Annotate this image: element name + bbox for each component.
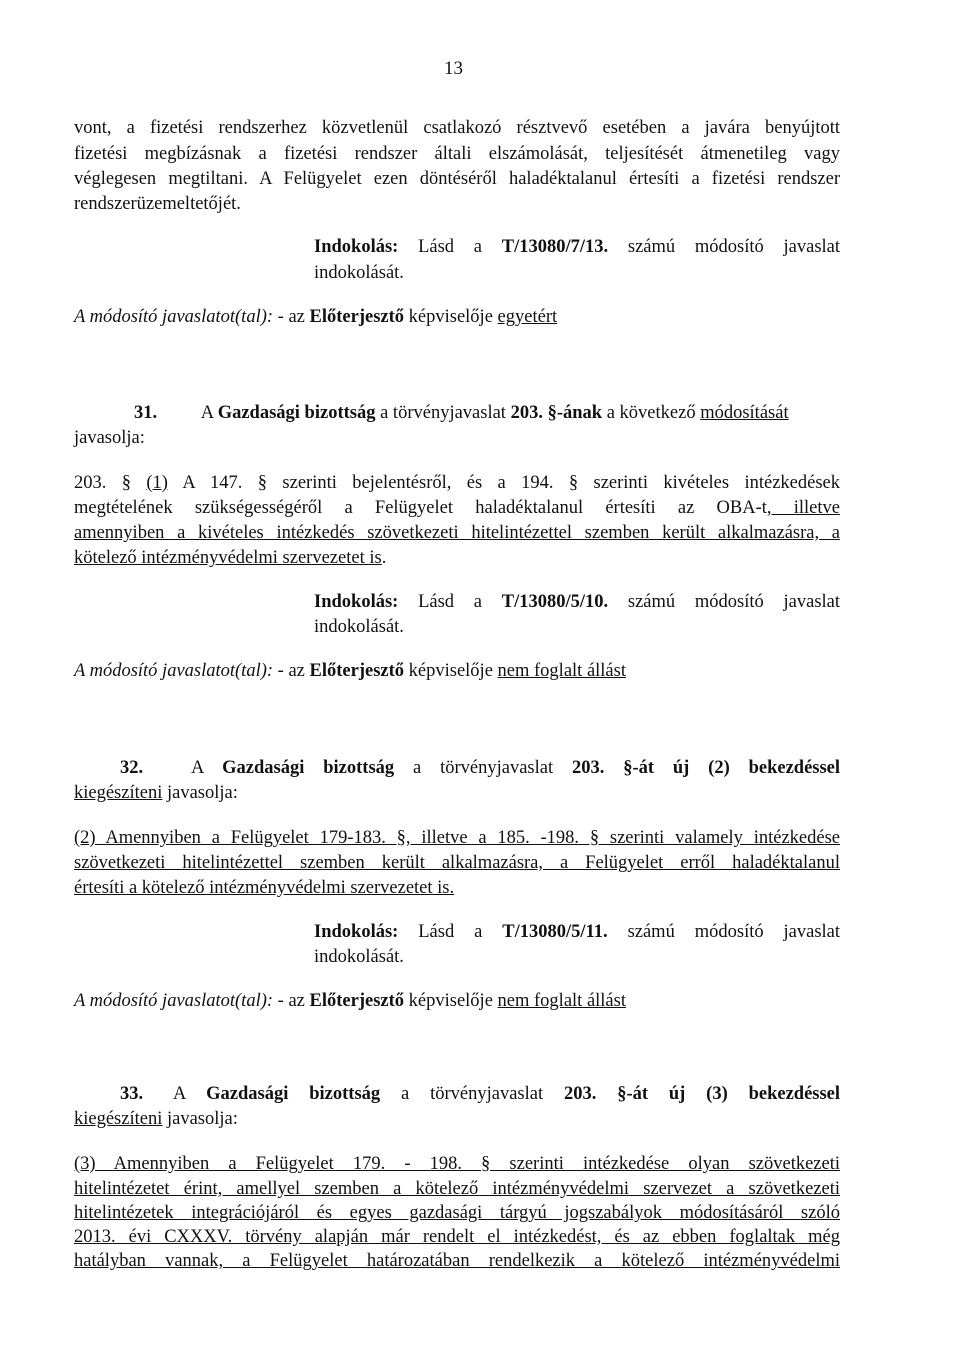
reasoning-text: Lásd a: [418, 922, 483, 942]
reasoning-text: Lásd a: [418, 237, 482, 257]
body-line: hitelintézetek integrációjáról és egyes gazdasági tárgyú jogszabályok módosításáról szóló: [74, 1203, 840, 1223]
item-header-line2: [74, 782, 840, 804]
proposer-label: A módosító javaslatot(tal):: [74, 991, 274, 1011]
intro-line: rendszerüzemeltetőjét.: [74, 194, 241, 214]
section-suffix: §-ának: [547, 403, 603, 423]
reasoning-line: [314, 591, 840, 613]
proposer-text: - az: [277, 307, 305, 327]
section-number: 203.: [563, 1084, 597, 1104]
reasoning-label: Indokolás:: [314, 922, 399, 942]
reasoning-line: [314, 921, 840, 943]
body-line: értesíti a kötelező intézményvédelmi szervezetet is.: [74, 878, 455, 898]
committee-name: Gazdasági bizottság: [222, 758, 395, 778]
body-text-underlined: kötelező intézményvédelmi szervezetet is: [74, 548, 382, 568]
committee-name: Gazdasági bizottság: [206, 1084, 381, 1104]
proposer-label: A módosító javaslatot(tal):: [74, 307, 274, 327]
body-text: megtételének szükségességéről a Felügyelet haladéktalanul értesíti az OBA-t: [74, 498, 767, 518]
intro-line: fizetési megbízásnak a fizetési rendszer általi elszámolását, teljesítését átmenetileg vagy: [74, 144, 840, 164]
item-text: javasolja:: [166, 1109, 238, 1129]
item-text: a törvényjavaslat: [413, 758, 554, 778]
body-text-underlined: (1): [146, 473, 168, 493]
body-line: [74, 522, 840, 544]
item-action: kiegészíteni: [74, 1109, 163, 1129]
committee-name: Gazdasági bizottság: [217, 403, 376, 423]
reasoning-line2: indokolását.: [314, 947, 404, 967]
reasoning-ref: T/13080/7/13.: [501, 237, 609, 257]
item-header: [74, 402, 840, 424]
body-text: A 147. § szerinti bejelentésről, és a 194. § szerinti kivételes intézkedések: [167, 473, 841, 493]
item-text: a törvényjavaslat: [380, 403, 506, 423]
proposer-label: A módosító javaslatot(tal):: [74, 661, 274, 681]
reasoning-line2: indokolását.: [314, 617, 404, 637]
body-line: hatályban vannak, a Felügyelet határozatában rendelkezik a kötelező intézményvédelmi: [74, 1251, 840, 1271]
reasoning-ref: T/13080/5/11.: [502, 922, 608, 942]
proposer-line: [74, 660, 840, 682]
body-text-underlined: , illetve: [766, 498, 840, 518]
intro-line: vont, a fizetési rendszerhez közvetlenül csatlakozó résztvevő esetében a javára benyújtott: [74, 118, 840, 138]
section-suffix: §-át új (3) bekezdéssel: [617, 1084, 841, 1104]
body-line: [74, 547, 840, 569]
reasoning-line: [314, 236, 840, 258]
item-text: a következő: [606, 403, 696, 423]
item-text: A: [172, 1084, 186, 1104]
body-text: .: [381, 548, 387, 568]
item-number: 31.: [134, 403, 158, 423]
reasoning-ref: T/13080/5/10.: [501, 592, 609, 612]
body-line: (2) Amennyiben a Felügyelet 179-183. §, illetve a 185. -198. § szerinti valamely intézkedése: [74, 828, 840, 848]
section-suffix: §-át új (2) bekezdéssel: [623, 758, 841, 778]
proposer-position: nem foglalt állást: [497, 661, 626, 681]
proposer-position: nem foglalt állást: [497, 991, 626, 1011]
proposer-text: képviselője: [408, 661, 493, 681]
proposer-text: képviselője: [408, 991, 493, 1011]
item-text: A: [190, 758, 204, 778]
reasoning-text: Lásd a: [418, 592, 482, 612]
body-text: 203. §: [74, 473, 147, 493]
body-text-underlined: amennyiben a kivételes intézkedés szövetkezeti hitelintézettel szemben került alkalmazásra, a: [74, 523, 840, 543]
reasoning-text: számú módosító javaslat: [627, 592, 841, 612]
reasoning-text: számú módosító javaslat: [627, 237, 841, 257]
proposer-role: Előterjesztő: [309, 307, 405, 327]
item-text: A: [200, 403, 214, 423]
intro-line: véglegesen megtiltani. A Felügyelet ezen döntéséről haladéktalanul értesíti a fizetési rendszer: [74, 169, 840, 189]
item-number: 33.: [120, 1084, 144, 1104]
proposer-position: egyetért: [497, 307, 558, 327]
body-line: hitelintézetet érint, amellyel szemben a kötelező intézményvédelmi szervezet a szövetkezeti: [74, 1179, 840, 1199]
item-header-line2: [74, 1108, 840, 1130]
reasoning-line2: indokolását.: [314, 263, 404, 283]
section-number: 203.: [510, 403, 543, 423]
reasoning-label: Indokolás:: [314, 592, 399, 612]
body-line: szövetkezeti hitelintézettel szemben került alkalmazásra, a Felügyelet erről haladéktalanul: [74, 853, 840, 873]
item-text: a törvényjavaslat: [401, 1084, 544, 1104]
body-line: [74, 497, 840, 519]
proposer-role: Előterjesztő: [309, 991, 405, 1011]
body-line: 2013. évi CXXXV. törvény alapján már rendelt el intézkedést, és az ebben foglaltak még: [74, 1227, 840, 1247]
item-text: javasolja:: [166, 783, 238, 803]
body-line: [74, 472, 840, 494]
proposer-text: - az: [277, 661, 305, 681]
proposer-text: - az: [277, 991, 305, 1011]
item-action: módosítását: [700, 403, 789, 423]
section-number: 203.: [571, 758, 605, 778]
item-header: [74, 757, 840, 779]
item-header: [74, 1083, 840, 1105]
item-header-line2: javasolja:: [74, 428, 145, 448]
proposer-line: [74, 306, 840, 328]
body-line: (3) Amennyiben a Felügyelet 179. - 198. § szerinti intézkedése olyan szövetkezeti: [74, 1154, 840, 1174]
item-action: kiegészíteni: [74, 783, 163, 803]
page-number: 13: [444, 58, 463, 79]
proposer-text: képviselője: [408, 307, 493, 327]
proposer-line: [74, 990, 840, 1012]
proposer-role: Előterjesztő: [309, 661, 405, 681]
item-number: 32.: [120, 758, 144, 778]
reasoning-label: Indokolás:: [314, 237, 399, 257]
reasoning-text: számú módosító javaslat: [627, 922, 841, 942]
